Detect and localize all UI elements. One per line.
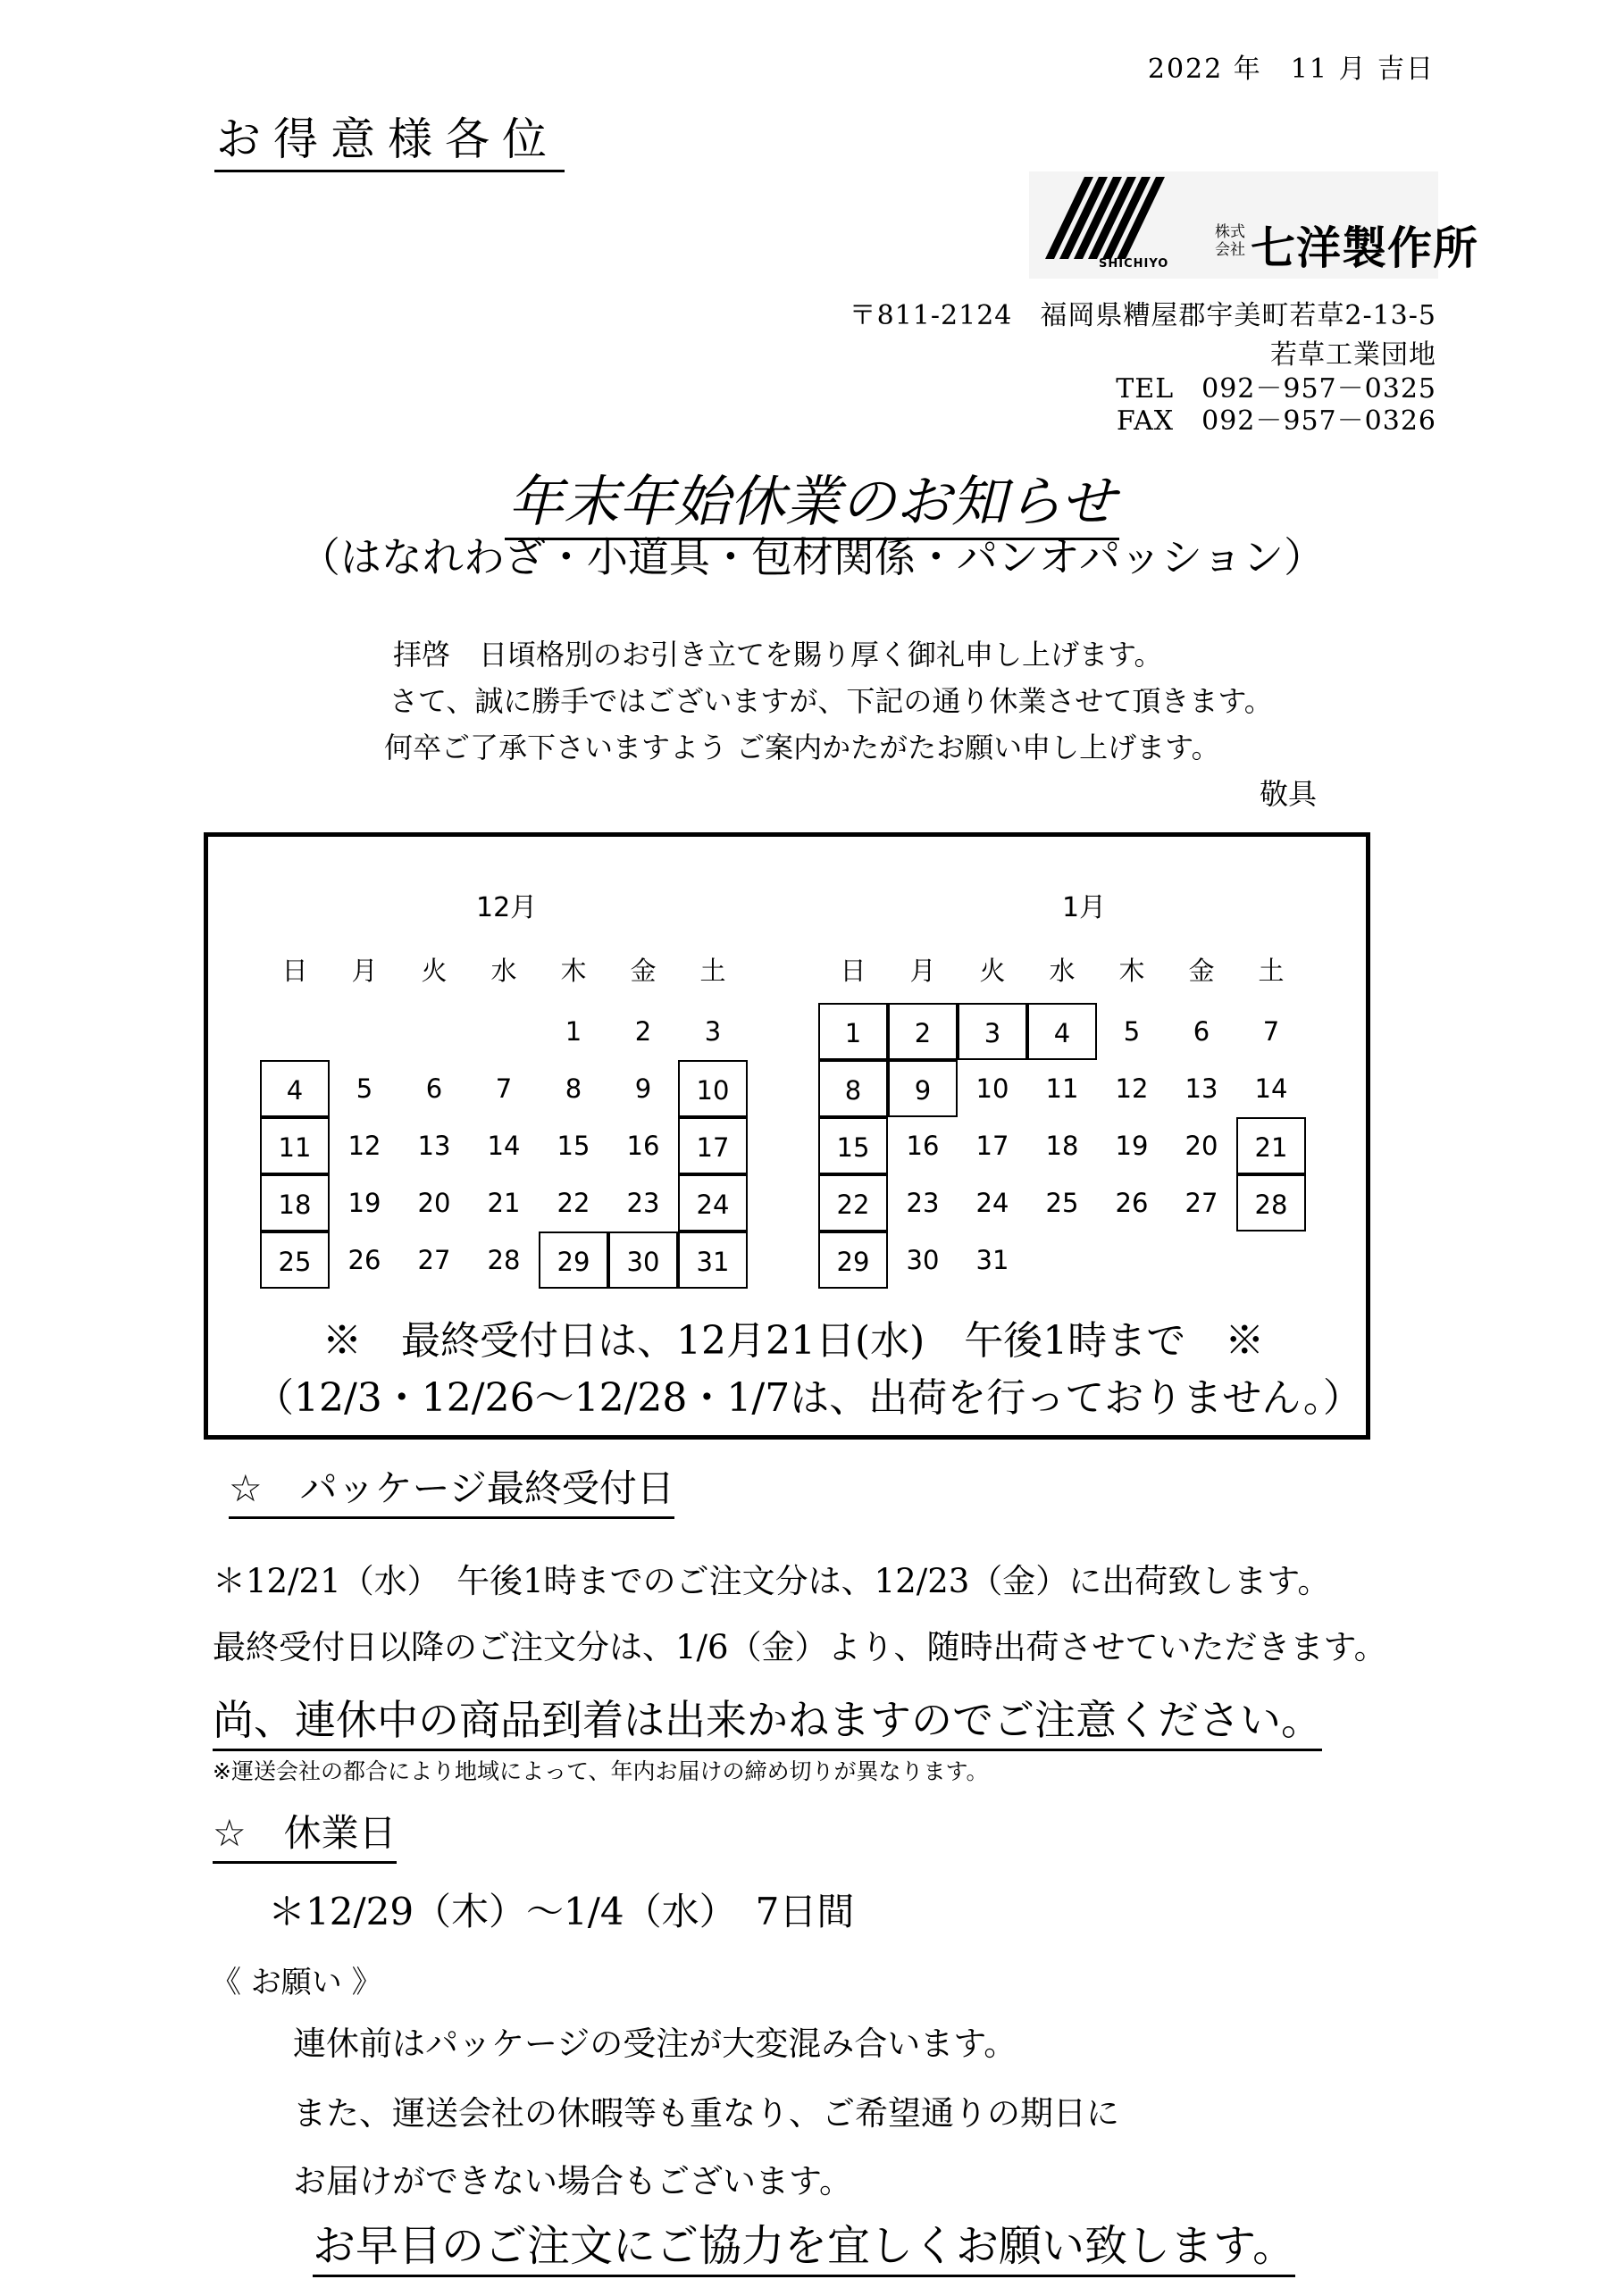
december-day-1: 1 xyxy=(565,1016,582,1047)
january-day-1-holiday: 1 xyxy=(818,1003,888,1060)
addressee: お得意様各位 xyxy=(214,114,565,172)
weekday-header: 日 xyxy=(840,956,866,986)
january-day-25: 25 xyxy=(1045,1188,1079,1218)
notice-title-text: 年末年始休業のお知らせ xyxy=(505,469,1119,540)
january-day-7: 7 xyxy=(1262,1016,1280,1047)
weekday-header: 日 xyxy=(281,956,308,986)
december-day-20: 20 xyxy=(417,1188,451,1218)
december-day-17-holiday: 17 xyxy=(678,1117,748,1174)
december-day-13: 13 xyxy=(417,1131,451,1161)
weekday-header: 火 xyxy=(979,956,1006,986)
january-day-12: 12 xyxy=(1115,1073,1149,1104)
weekday-header: 火 xyxy=(421,956,448,986)
weekday-header: 金 xyxy=(1188,956,1215,986)
january-day-5: 5 xyxy=(1123,1016,1141,1047)
request-line-1: 連休前はパッケージの受注が大変混み合います。 xyxy=(293,2025,1017,2063)
greeting-line-1: 拝啓 日頃格別のお引き立てを賜り厚く御礼申し上げます。 xyxy=(393,638,1163,672)
request-line-3: お届けができない場合もございます。 xyxy=(293,2162,853,2200)
december-day-15: 15 xyxy=(557,1131,590,1161)
december-day-5: 5 xyxy=(356,1073,373,1104)
weekday-header: 木 xyxy=(1118,956,1145,986)
company-tel: TEL 092－957－0325 xyxy=(1116,373,1436,405)
december-day-29-holiday: 29 xyxy=(539,1231,608,1289)
december-day-12: 12 xyxy=(347,1131,381,1161)
weekday-header: 水 xyxy=(1049,956,1076,986)
january-day-29-holiday: 29 xyxy=(818,1231,888,1289)
december-day-25-holiday: 25 xyxy=(260,1231,330,1289)
december-day-8: 8 xyxy=(565,1073,582,1104)
january-day-9-holiday: 9 xyxy=(888,1060,958,1117)
december-day-6: 6 xyxy=(425,1073,443,1104)
december-day-24-holiday: 24 xyxy=(678,1174,748,1231)
company-fax: FAX 092－957－0326 xyxy=(1116,405,1436,437)
december-day-4-holiday: 4 xyxy=(260,1060,330,1117)
december-day-10-holiday: 10 xyxy=(678,1060,748,1117)
december-day-23: 23 xyxy=(626,1188,660,1218)
last-order-note: ※ 最終受付日は、12月21日(水) 午後1時まで ※ xyxy=(322,1318,1265,1364)
weekday-header: 土 xyxy=(1258,956,1285,986)
month-label-january: 1月 xyxy=(1062,892,1107,923)
weekday-header: 水 xyxy=(490,956,517,986)
january-day-14: 14 xyxy=(1254,1073,1288,1104)
greeting-line-3: 何卒ご了承下さいますよう ご案内かたがたお願い申し上げます。 xyxy=(384,731,1220,764)
december-day-11-holiday: 11 xyxy=(260,1117,330,1174)
company-address: 〒811-2124 福岡県糟屋郡宇美町若草2-13-5 xyxy=(849,300,1436,331)
january-day-21-holiday: 21 xyxy=(1236,1117,1306,1174)
january-day-30: 30 xyxy=(906,1245,940,1275)
weekday-header: 金 xyxy=(630,956,657,986)
january-day-31: 31 xyxy=(975,1245,1009,1275)
december-day-22: 22 xyxy=(557,1188,590,1218)
greeting-line-2: さて、誠に勝手ではございますが、下記の通り休業させて頂きます。 xyxy=(389,684,1273,718)
holiday-heading: ☆ 休業日 xyxy=(213,1804,397,1864)
logo-kabushiki: 株式会社 xyxy=(1215,223,1245,259)
weekday-header: 木 xyxy=(560,956,587,986)
january-day-20: 20 xyxy=(1185,1131,1218,1161)
logo-stripes-icon xyxy=(1038,177,1172,259)
january-day-4-holiday: 4 xyxy=(1027,1003,1097,1060)
january-day-28-holiday: 28 xyxy=(1236,1174,1306,1231)
december-day-16: 16 xyxy=(626,1131,660,1161)
january-day-24: 24 xyxy=(975,1188,1009,1218)
december-day-14: 14 xyxy=(487,1131,521,1161)
january-day-15-holiday: 15 xyxy=(818,1117,888,1174)
december-day-31-holiday: 31 xyxy=(678,1231,748,1289)
january-day-2-holiday: 2 xyxy=(888,1003,958,1060)
company-logo xyxy=(1029,171,1478,279)
holiday-range: ＊12/29（木）～1/4（水） 7日間 xyxy=(268,1890,855,1933)
logo-company-name: 七洋製作所 xyxy=(1251,222,1478,274)
december-day-28: 28 xyxy=(487,1245,521,1275)
package-heading: ☆ パッケージ最終受付日 xyxy=(229,1459,674,1519)
package-warning: 尚、連休中の商品到着は出来かねますのでご注意ください。 xyxy=(213,1688,1322,1751)
december-day-30-holiday: 30 xyxy=(608,1231,678,1289)
greeting-closing: 敬具 xyxy=(1260,777,1318,811)
request-heading: 《 お願い 》 xyxy=(211,1965,382,2000)
january-day-26: 26 xyxy=(1115,1188,1149,1218)
january-day-19: 19 xyxy=(1115,1131,1149,1161)
notice-subtitle: （はなれわざ・小道具・包材関係・パンオパッション） xyxy=(298,533,1326,581)
december-day-3: 3 xyxy=(704,1016,722,1047)
january-day-23: 23 xyxy=(906,1188,940,1218)
december-day-27: 27 xyxy=(417,1245,451,1275)
weekday-header: 土 xyxy=(699,956,726,986)
january-day-22-holiday: 22 xyxy=(818,1174,888,1231)
december-day-7: 7 xyxy=(495,1073,513,1104)
package-footnote: ※運送会社の都合により地域によって、年内お届けの締め切りが異なります。 xyxy=(213,1758,989,1784)
january-day-17: 17 xyxy=(975,1131,1009,1161)
january-day-3-holiday: 3 xyxy=(958,1003,1027,1060)
december-day-18-holiday: 18 xyxy=(260,1174,330,1231)
weekday-header: 月 xyxy=(351,956,378,986)
january-day-18: 18 xyxy=(1045,1131,1079,1161)
request-closing: お早目のご注文にご協力を宜しくお願い致します。 xyxy=(313,2211,1295,2277)
no-shipping-note: （12/3・12/26～12/28・1/7は、出荷を行っておりません。） xyxy=(255,1375,1362,1421)
january-day-10: 10 xyxy=(975,1073,1009,1104)
january-day-11: 11 xyxy=(1045,1073,1079,1104)
january-day-6: 6 xyxy=(1193,1016,1210,1047)
company-address-2: 若草工業団地 xyxy=(1270,339,1436,371)
january-day-13: 13 xyxy=(1185,1073,1218,1104)
calendar-box xyxy=(204,832,1370,1440)
december-day-26: 26 xyxy=(347,1245,381,1275)
december-day-2: 2 xyxy=(634,1016,652,1047)
weekday-header: 月 xyxy=(909,956,936,986)
issue-date: 2022 年 11 月 吉日 xyxy=(1147,54,1435,85)
request-line-2: また、運送会社の休暇等も重なり、ご希望通りの期日に xyxy=(293,2094,1119,2133)
december-day-9: 9 xyxy=(634,1073,652,1104)
package-line-1: ＊12/21（水） 午後1時までのご注文分は、12/23（金）に出荷致します。 xyxy=(213,1562,1331,1600)
month-label-december: 12月 xyxy=(476,892,538,923)
logo-subtext: SHICHIYO xyxy=(1099,257,1169,271)
package-line-2: 最終受付日以降のご注文分は、1/6（金）より、随時出荷させていただきます。 xyxy=(213,1628,1387,1666)
january-day-8-holiday: 8 xyxy=(818,1060,888,1117)
december-day-21: 21 xyxy=(487,1188,521,1218)
january-day-27: 27 xyxy=(1185,1188,1218,1218)
january-day-16: 16 xyxy=(906,1131,940,1161)
december-day-19: 19 xyxy=(347,1188,381,1218)
